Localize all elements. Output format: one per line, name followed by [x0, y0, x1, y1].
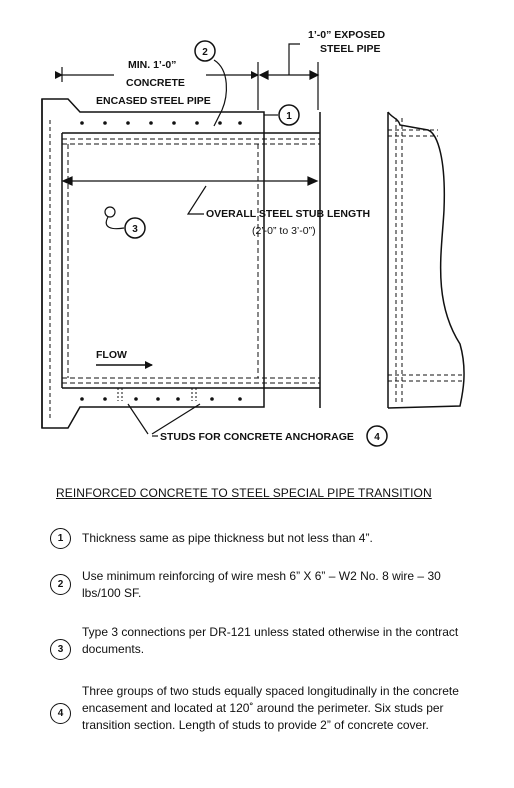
studs-label: STUDS FOR CONCRETE ANCHORAGE	[160, 431, 354, 443]
note-1-number: 1	[50, 528, 71, 549]
pipe-inner-wall	[62, 139, 320, 383]
rebar-dots-bottom	[80, 397, 242, 401]
min-label-line1: MIN. 1’-0”	[128, 59, 177, 71]
callout-number-4: 4	[374, 432, 380, 443]
min-label-line3: ENCASED STEEL PIPE	[96, 95, 211, 107]
concrete-encasement	[42, 99, 264, 428]
note-2-number: 2	[50, 574, 71, 595]
steel-pipe	[62, 112, 320, 408]
note-1-text: Thickness same as pipe thickness but not less than 4”.	[82, 531, 373, 545]
note-4	[50, 683, 470, 755]
callout-circle-1	[279, 105, 299, 125]
callout-circle-4	[367, 426, 387, 446]
note-1	[50, 528, 470, 550]
note-3-text: Type 3 connections per DR-121 unless stated otherwise in the contract documents.	[82, 625, 459, 656]
callout-circle-2	[195, 41, 215, 61]
flow-label: FLOW	[96, 349, 127, 361]
min-label-line2: CONCRETE	[126, 77, 185, 89]
overall-label-line2: (2’-0” to 3’-0”)	[252, 225, 316, 237]
note-4-number: 4	[50, 703, 71, 724]
note-3	[50, 624, 470, 664]
callout-3-leader	[105, 207, 124, 229]
callout-number-2: 2	[202, 47, 208, 58]
callout-number-1: 1	[286, 111, 292, 122]
note-2	[50, 568, 470, 608]
exposed-label-line1: 1’-0” EXPOSED	[308, 29, 386, 41]
callout-number-3: 3	[132, 224, 138, 235]
callout-2-leader	[214, 60, 226, 126]
dim-exposed	[260, 44, 318, 110]
note-2-text: Use minimum reinforcing of wire mesh 6” X 6” – W2 No. 8 wire – 30 lbs/100 SF.	[82, 569, 441, 600]
side-view	[388, 112, 464, 408]
note-4-text: Three groups of two studs equally spaced longitudinally in the concrete encasement and located at 120˚ around the perimeter. Six studs per transition section. Length of studs to provide 2” of concrete cover.	[82, 684, 459, 732]
overall-label-line1: OVERALL STEEL STUB LENGTH	[206, 208, 371, 220]
section-title: REINFORCED CONCRETE TO STEEL SPECIAL PIPE TRANSITION	[56, 486, 432, 500]
note-3-number: 3	[50, 639, 71, 660]
rebar-dots-top	[80, 121, 242, 125]
callout-circle-3	[125, 218, 145, 238]
exposed-label-line2: STEEL PIPE	[320, 43, 381, 55]
